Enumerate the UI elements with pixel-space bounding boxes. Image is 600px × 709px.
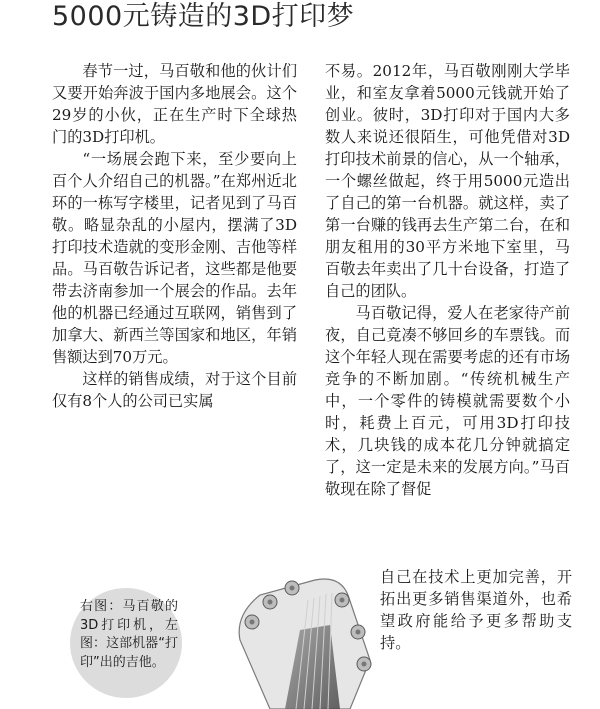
guitar-headstock-image [230,560,380,709]
left-column [52,60,297,412]
right-column-tail [380,566,572,654]
left-paragraph-3: 这样的销售成绩，对于这个目前仅有8个人的公司已实属 [52,370,297,410]
right-paragraph-tail: 自己在技术上更加完善，开拓出更多销售渠道外，也希望政府能给予更多帮助支持。 [380,568,572,652]
article-title: 5000元铸造的3D打印梦 [52,1,355,32]
left-paragraph-1: 春节一过，马百敬和他的伙计们又要开始奔波于国内多地展会。这个29岁的小伙，正在生产时下全球热门的3D打印机。 [52,62,297,146]
left-paragraph-2: “一场展会跑下来，至少要向上百个人介绍自己的机器。”在郑州近北环的一栋写字楼里，记者见到了马百敬。略显杂乱的小屋内，摆满了3D打印技术造就的变形金刚、吉他等样品。马百敬告诉记者，这些都是他要带去济南参加一个展会的作品。去年他的机器已经通过互联网，销售到了加拿大、新西兰等国家和地区，年销售额达到70万元。 [52,150,297,366]
right-paragraph-2: 马百敬记得，爱人在老家待产前夜，自己竟凑不够回乡的车票钱。而这个年轻人现在需要考虑的还有市场竞争的不断加剧。“传统机械生产中，一个零件的铸模就需要数个小时，耗费上百元，可用3D打印技术，几块钱的成本花几分钟就搞定了，这一定是未来的发展方向。”马百敬现在除了督促 [325,304,570,498]
photo-caption: 右图：马百敬的3D打印机，左图：这部机器“打印”出的吉他。 [80,599,178,670]
right-paragraph-1: 不易。2012年，马百敬刚刚大学毕业，和室友拿着5000元钱就开始了创业。彼时，3D打印对于国内大多数人来说还很陌生，可他凭借对3D打印技术前景的信心，从一个轴承，一个螺丝做起，终于用5000元造出了自己的第一台机器。就这样，卖了第一台赚的钱再去生产第二台，在和朋友租用的30平方米地下室里，马百敬去年卖出了几十台设备，打造了自己的团队。 [325,62,570,300]
right-column [325,60,570,500]
